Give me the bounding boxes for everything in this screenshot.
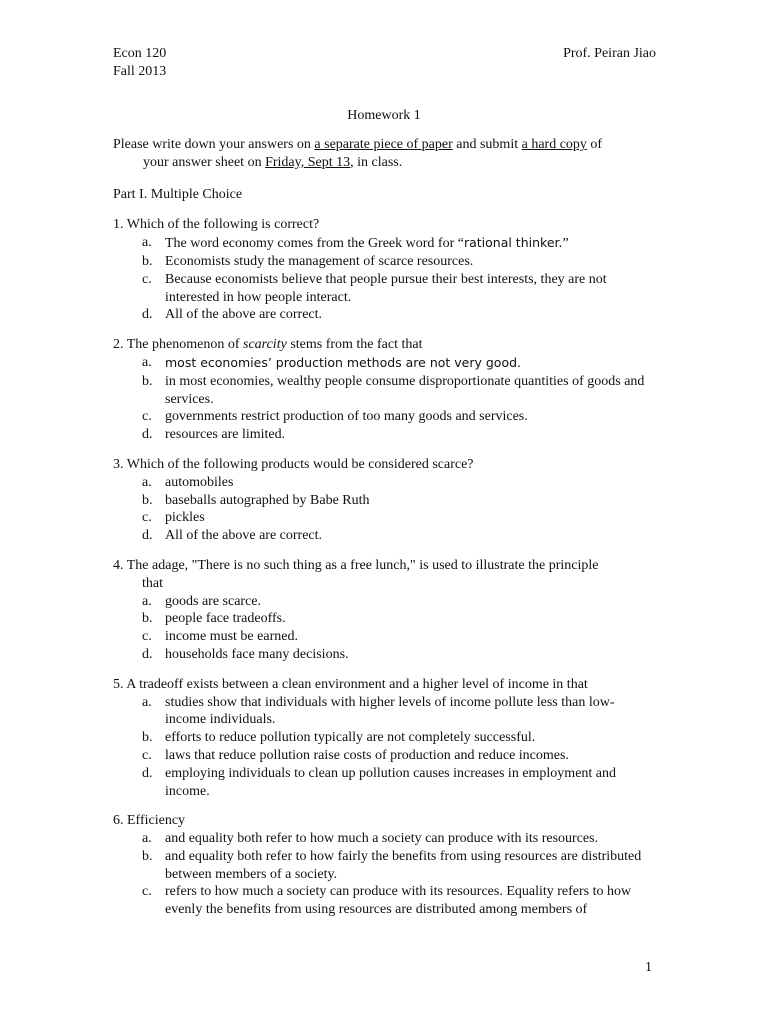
question-stem bbox=[113, 557, 653, 593]
option-d bbox=[113, 306, 653, 324]
option-letter: b. bbox=[142, 730, 153, 746]
option-b bbox=[113, 848, 653, 884]
option-letter: c. bbox=[142, 884, 152, 900]
option-text-sans: rational thinker. bbox=[463, 235, 563, 251]
option-text: baseballs autographed by Babe Ruth bbox=[165, 492, 370, 508]
question-4 bbox=[113, 557, 653, 664]
option-a bbox=[113, 694, 653, 730]
option-text: pickles bbox=[165, 510, 205, 526]
option-list bbox=[113, 234, 653, 324]
option-text: studies show that individuals with higher levels of income pollute less than low-income individuals. bbox=[165, 694, 615, 728]
option-text: governments restrict production of too many goods and services. bbox=[165, 409, 528, 425]
stem-text-wrap: that bbox=[142, 575, 163, 591]
option-list bbox=[113, 830, 653, 919]
option-letter: a. bbox=[142, 474, 152, 490]
option-text: income must be earned. bbox=[165, 629, 298, 645]
instr-text: your answer sheet on bbox=[143, 154, 266, 170]
instr-due-date: Friday, Sept 13 bbox=[265, 154, 351, 170]
document-body bbox=[113, 136, 653, 931]
instr-underline: a hard copy bbox=[521, 137, 587, 152]
option-a bbox=[113, 354, 653, 373]
option-text: resources are limited. bbox=[165, 427, 286, 443]
instr-line-2 bbox=[113, 154, 653, 172]
option-letter: a. bbox=[142, 354, 152, 370]
option-letter: a. bbox=[142, 831, 152, 847]
question-3 bbox=[113, 456, 653, 545]
option-a bbox=[113, 830, 653, 848]
instructions bbox=[113, 136, 653, 172]
option-list bbox=[113, 593, 653, 664]
option-text: The word economy comes from the Greek word for “ bbox=[165, 236, 464, 252]
option-letter: b. bbox=[142, 848, 153, 864]
part-title: Part I. Multiple Choice bbox=[113, 186, 243, 202]
option-letter: d. bbox=[142, 427, 153, 443]
question-2 bbox=[113, 336, 653, 444]
stem-text: 2. The phenomenon of bbox=[113, 337, 243, 353]
page-number: 1 bbox=[645, 960, 652, 975]
question-stem: 5. A tradeoff exists between a clean environment and a higher level of income in that bbox=[113, 676, 588, 692]
option-c bbox=[113, 628, 653, 646]
instr-text: and submit bbox=[452, 137, 522, 152]
option-list bbox=[113, 694, 653, 801]
question-stem: 6. Efficiency bbox=[113, 813, 186, 829]
option-c bbox=[113, 747, 653, 765]
option-text: people face tradeoffs. bbox=[165, 611, 286, 627]
option-letter: d. bbox=[142, 307, 153, 323]
header-left bbox=[113, 45, 166, 81]
option-letter: d. bbox=[142, 646, 153, 662]
option-list bbox=[113, 474, 653, 545]
question-6 bbox=[113, 812, 653, 919]
option-letter: d. bbox=[142, 765, 153, 781]
option-text: ” bbox=[562, 236, 569, 252]
option-letter: b. bbox=[142, 611, 153, 627]
option-letter: c. bbox=[142, 629, 152, 645]
option-text: employing individuals to clean up pollution causes increases in employment and income. bbox=[165, 765, 617, 799]
option-text: efforts to reduce pollution typically are not completely successful. bbox=[165, 730, 536, 746]
option-d bbox=[113, 765, 653, 801]
header-right bbox=[563, 45, 656, 63]
option-letter: b. bbox=[142, 373, 153, 389]
course-name: Econ 120 bbox=[113, 46, 167, 61]
option-text: All of the above are correct. bbox=[165, 528, 323, 544]
option-b bbox=[113, 373, 653, 409]
option-letter: c. bbox=[142, 747, 152, 763]
option-a bbox=[113, 593, 653, 611]
option-c bbox=[113, 271, 653, 307]
option-c bbox=[113, 883, 653, 919]
option-text: refers to how much a society can produce with its resources. Equality refers to how evenly the benefits from using resources are distributed among members of bbox=[165, 884, 632, 918]
option-a bbox=[113, 474, 653, 492]
option-text: and equality both refer to how much a society can produce with its resources. bbox=[165, 831, 599, 847]
option-letter: c. bbox=[142, 510, 152, 526]
option-text: laws that reduce pollution raise costs of production and reduce incomes. bbox=[165, 747, 569, 763]
option-letter: a. bbox=[142, 593, 152, 609]
option-text: All of the above are correct. bbox=[165, 307, 323, 323]
option-b bbox=[113, 253, 653, 271]
option-c bbox=[113, 509, 653, 527]
option-b bbox=[113, 610, 653, 628]
option-list bbox=[113, 354, 653, 444]
page-title: Homework 1 bbox=[347, 108, 421, 123]
question-stem: 3. Which of the following products would be considered scarce? bbox=[113, 456, 474, 472]
option-text: automobiles bbox=[165, 474, 234, 490]
question-5 bbox=[113, 676, 653, 801]
stem-text: 4. The adage, "There is no such thing as a free lunch," is used to illustrate the principle bbox=[113, 557, 599, 573]
option-letter: a. bbox=[142, 235, 152, 251]
option-b bbox=[113, 729, 653, 747]
option-d bbox=[113, 527, 653, 545]
option-text: households face many decisions. bbox=[165, 646, 349, 662]
option-text: in most economies, wealthy people consume disproportionate quantities of goods and services. bbox=[165, 373, 645, 407]
option-text: goods are scarce. bbox=[165, 593, 262, 609]
instr-text: of bbox=[586, 137, 603, 152]
question-stem bbox=[113, 336, 653, 354]
option-letter: c. bbox=[142, 409, 152, 425]
stem-emphasis: scarcity bbox=[243, 337, 287, 353]
option-letter: b. bbox=[142, 253, 153, 269]
instr-text: , in class. bbox=[350, 154, 403, 170]
option-text: Because economists believe that people pursue their best interests, they are not interested in how people interact. bbox=[165, 271, 607, 305]
option-letter: a. bbox=[142, 694, 152, 710]
option-text: and equality both refer to how fairly the benefits from using resources are distributed between members of a society. bbox=[165, 848, 642, 882]
option-b bbox=[113, 492, 653, 510]
option-c bbox=[113, 408, 653, 426]
option-a bbox=[113, 234, 653, 253]
stem-text: stems from the fact that bbox=[286, 337, 423, 353]
option-d bbox=[113, 646, 653, 664]
term: Fall 2013 bbox=[113, 64, 167, 79]
option-letter: d. bbox=[142, 528, 153, 544]
question-1 bbox=[113, 216, 653, 324]
option-letter: c. bbox=[142, 271, 152, 287]
option-text: most economies’ production methods are not very good. bbox=[165, 354, 522, 370]
question-stem: 1. Which of the following is correct? bbox=[113, 217, 320, 233]
instr-underline: a separate piece of paper bbox=[314, 137, 453, 152]
option-text: Economists study the management of scarce resources. bbox=[165, 253, 474, 269]
instr-text: Please write down your answers on bbox=[113, 137, 315, 152]
option-d bbox=[113, 426, 653, 444]
professor-name: Prof. Peiran Jiao bbox=[563, 46, 656, 61]
option-letter: b. bbox=[142, 492, 153, 508]
